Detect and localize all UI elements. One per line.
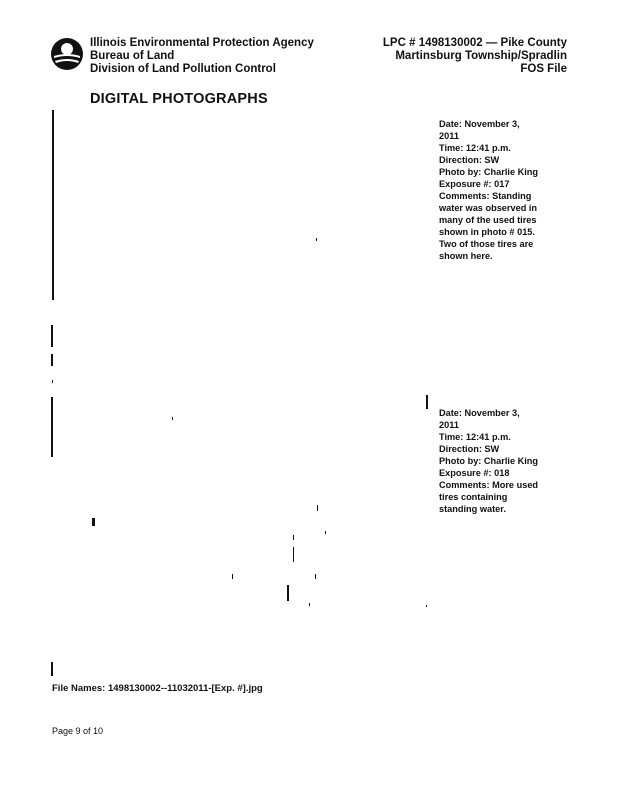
scan-artifact [316, 238, 317, 241]
caption-line: Time: 12:41 p.m. [439, 432, 511, 442]
caption-line: 2011 [439, 131, 459, 141]
agency-block [90, 37, 314, 76]
scan-artifact [293, 547, 294, 562]
caption-line: 2011 [439, 420, 459, 430]
caption-line: Date: November 3, [439, 119, 520, 129]
photo-018-caption [439, 407, 569, 515]
illinois-epa-logo [50, 37, 84, 71]
scan-artifact [287, 585, 289, 601]
scan-artifact [426, 605, 427, 607]
scan-artifact [315, 574, 316, 579]
lpc-number: LPC # 1498130002 — Pike County [382, 37, 567, 49]
photo-017-caption [439, 118, 569, 262]
caption-line: shown here. [439, 251, 493, 261]
caption-line: Comments: Standing [439, 191, 532, 201]
scan-artifact [293, 535, 294, 540]
caption-line: Exposure #: 017 [439, 179, 510, 189]
scan-artifact [51, 662, 53, 676]
scan-artifact [309, 603, 310, 606]
scan-artifact [51, 354, 53, 366]
scan-artifact [232, 574, 233, 579]
caption-line: Time: 12:41 p.m. [439, 143, 511, 153]
caption-line: Comments: More used [439, 480, 539, 490]
photo-018 [50, 395, 430, 625]
site-block [383, 37, 567, 76]
scan-artifact [426, 395, 428, 409]
page-number: Page 9 of 10 [52, 726, 104, 736]
division-name: Division of Land Pollution Control [90, 63, 276, 75]
scan-artifact [52, 110, 54, 300]
scan-artifact [172, 417, 173, 420]
caption-line: standing water. [439, 504, 506, 514]
caption-line: Exposure #: 018 [439, 468, 510, 478]
file-names: File Names: 1498130002--11032011-[Exp. #].jpg [52, 683, 263, 694]
scan-artifact [51, 397, 53, 457]
caption-line: tires containing [439, 492, 508, 502]
caption-line: Direction: SW [439, 155, 500, 165]
caption-line: water was observed in [439, 203, 538, 213]
scan-artifact [52, 380, 53, 383]
photo-017 [52, 110, 422, 300]
scan-artifact [317, 505, 318, 511]
agency-name: Illinois Environmental Protection Agency [90, 37, 314, 49]
scan-artifact [51, 325, 53, 347]
scan-artifact [92, 518, 95, 526]
page-title: DIGITAL PHOTOGRAPHS [90, 91, 268, 107]
caption-line: many of the used tires [439, 215, 537, 225]
caption-line: Direction: SW [439, 444, 500, 454]
caption-line: Photo by: Charlie King [439, 167, 539, 177]
caption-line: Two of those tires are [439, 239, 534, 249]
scan-artifact [325, 531, 326, 534]
site-location: Martinsburg Township/Spradlin [395, 50, 567, 62]
file-type: FOS File [520, 63, 567, 75]
bureau-name: Bureau of Land [90, 50, 175, 62]
caption-line: shown in photo # 015. [439, 227, 535, 237]
caption-line: Photo by: Charlie King [439, 456, 539, 466]
caption-line: Date: November 3, [439, 408, 520, 418]
